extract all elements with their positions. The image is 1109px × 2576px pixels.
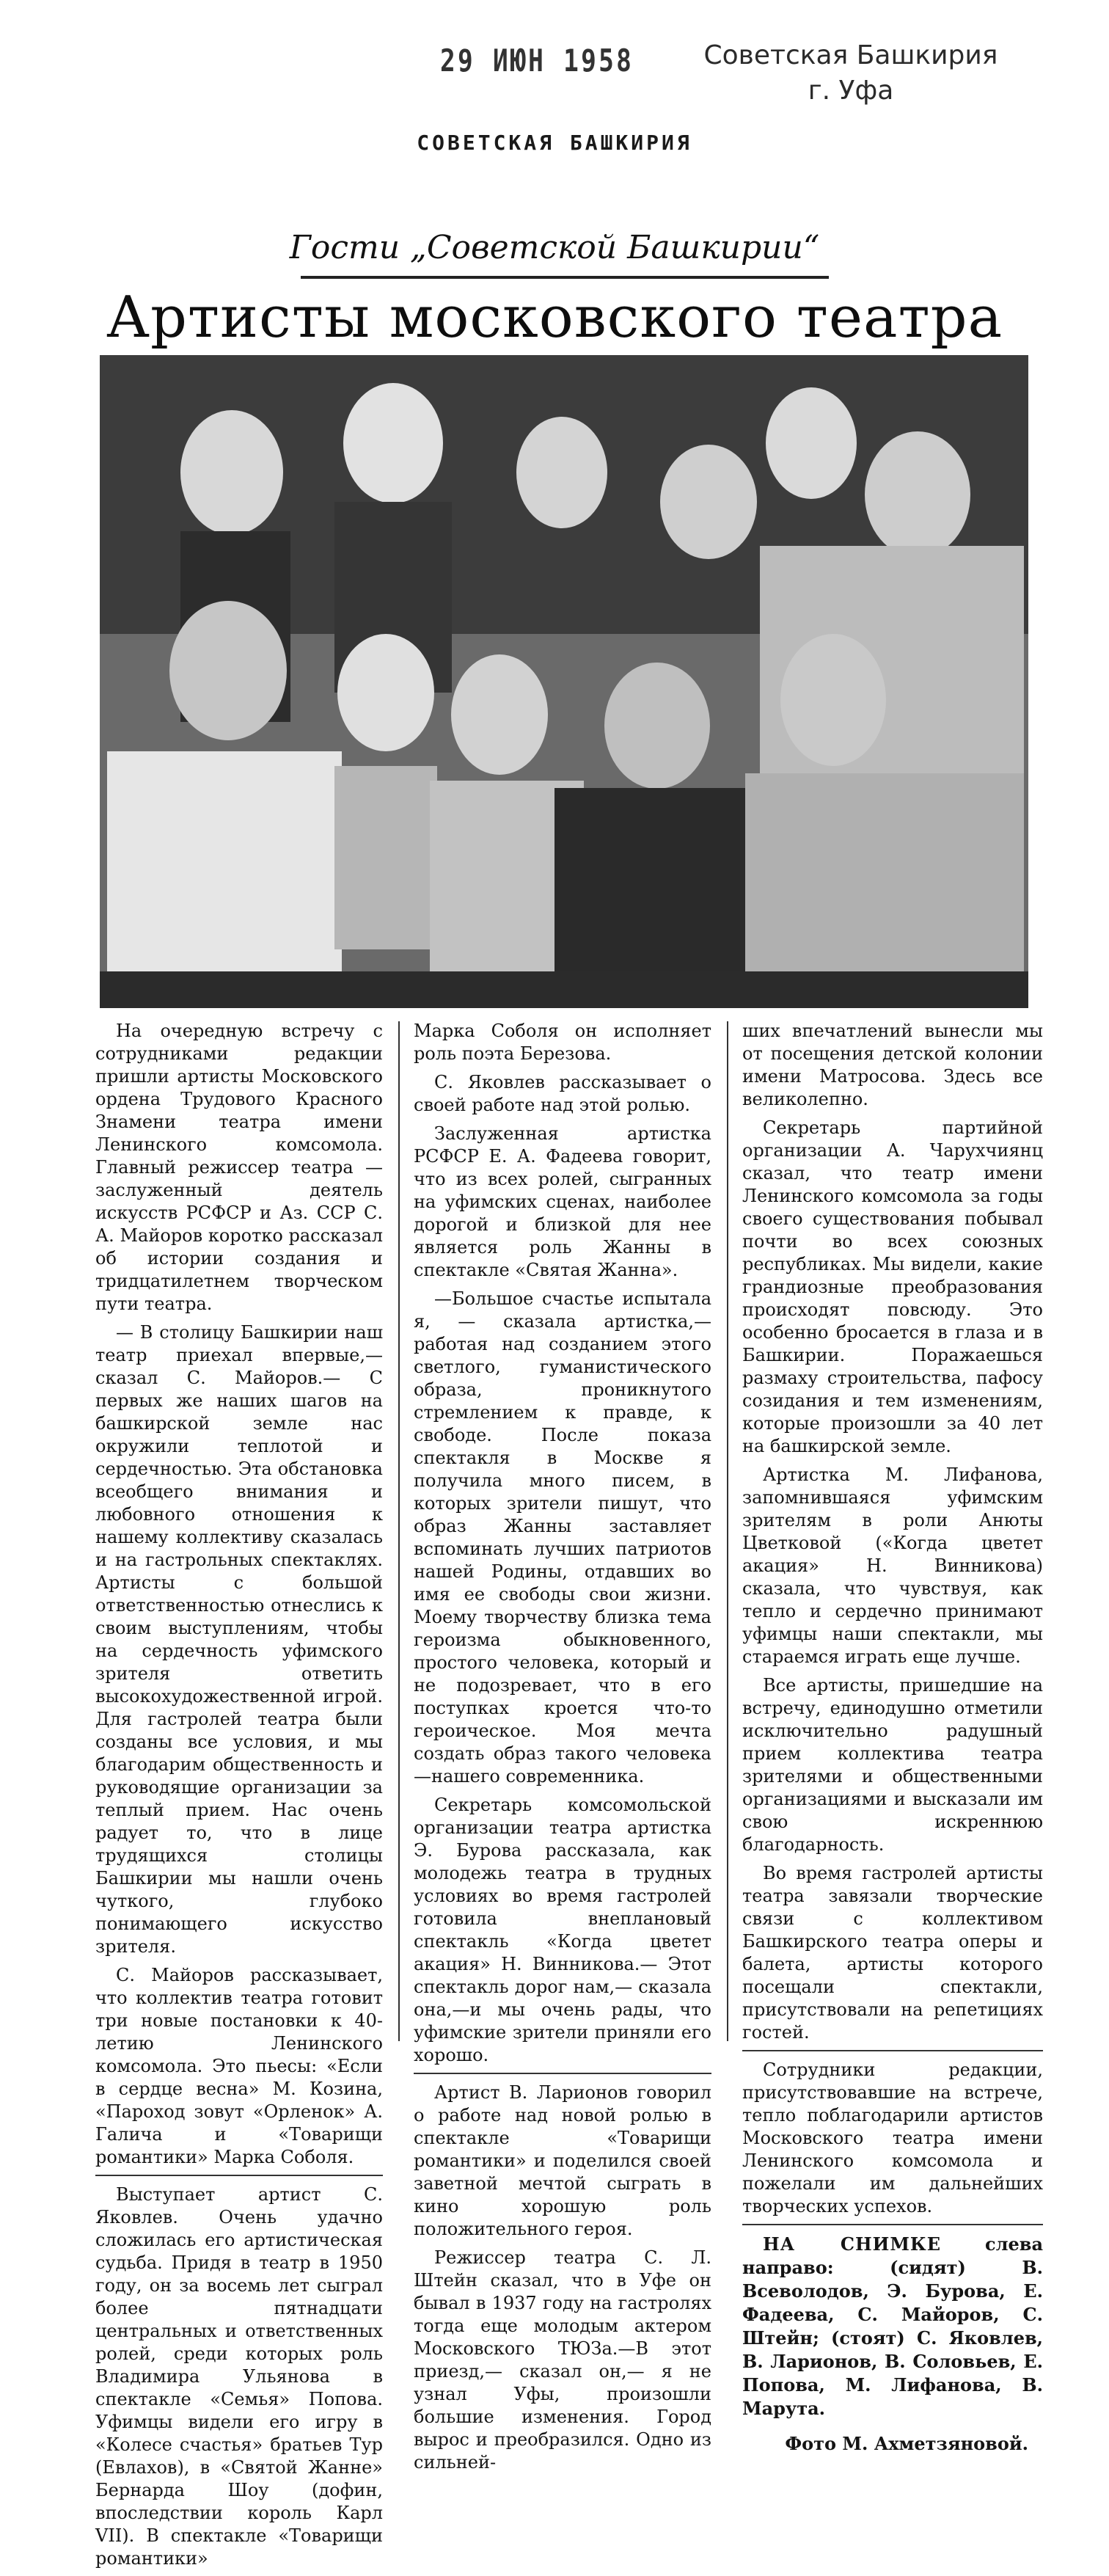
- column-divider-1: [398, 1021, 400, 2041]
- paragraph: Секретарь партийной организации А. Чарухчиянц сказал, что театр имени Ленинского комсомола за годы своего существования побывал почти во всех союзных республиках. Мы видели, какие грандиозные преобразования происходят повсюду. Это особенно бросается в глаза и в Башкирии. Поражаешься размаху строительства, пафосу созидания и тем изменениям, которые произошли за 40 лет на башкирской земле.: [742, 1117, 1043, 1456]
- paragraph: Во время гастролей артисты театра завязали творческие связи с коллективом Башкирского театра оперы и балета, артисты которого посещали спектакли, присутствовали на репетициях гостей.: [742, 1863, 1043, 2043]
- paragraph: Заслуженная артистка РСФСР Е. А. Фадеева говорит, что из всех ролей, сыгранных на уфимских сценах, наиболее дорогой и близкой для нее является роль Жанны в спектакле «Святая Жанна».: [414, 1123, 711, 1280]
- article-column-3: [742, 1020, 1043, 2455]
- paragraph: Марка Соболя он исполняет роль поэта Березова.: [414, 1021, 711, 1064]
- source-newspaper: Советская Башкирия: [703, 40, 998, 70]
- paragraph: — В столицу Башкирии наш театр приехал впервые,—сказал С. Майоров.— С первых же наших шагов на башкирской земле нас окружили теплотой и сердечностью. Эта обстановка всеобщего внимания и любовного отношения к нашему коллективу сказалась и на гастрольных спектаклях. Артисты с большой ответственностью отнеслись к своим выступлениям, чтобы на сердечность уфимского зрителя ответить высокохудожественной игрой. Для гастролей театра были созданы все условия, и мы благодарим общественность и руководящие организации за теплый прием. Нас очень радует то, что в лице трудящихся столицы Башкирии мы нашли очень чуткого, глубоко понимающего искусство зрителя.: [95, 1322, 383, 1957]
- archive-source-stamp: [697, 38, 1005, 109]
- paragraph: ших впечатлений вынесли мы от посещения детской колонии имени Матросова. Здесь все великолепно.: [742, 1021, 1043, 1109]
- paragraph: Артист В. Ларионов говорил о работе над новой ролью в спектакле «Товарищи романтики» и поделился своей заветной мечтой сыграть в кино хорошую роль положительного героя.: [414, 2082, 711, 2239]
- paragraph: С. Яковлев рассказывает о своей работе над этой ролью.: [414, 1072, 711, 1115]
- archive-date-stamp: 29 ИЮН 1958: [440, 43, 634, 79]
- newspaper-masthead: СОВЕТСКАЯ БАШКИРИЯ: [417, 131, 692, 155]
- paragraph: С. Майоров рассказывает, что коллектив театра готовит три новые постановки к 40-летию Ленинского комсомола. Это пьесы: «Если в сердце весна» М. Козина, «Пароход зовут «Орленок» А. Галича и «Товарищи романтики» Марка Соболя.: [95, 1965, 383, 2167]
- article-column-2: [414, 1020, 711, 2480]
- section-separator: [414, 2073, 711, 2074]
- paragraph: Все артисты, пришедшие на встречу, единодушно отметили исключительно радушный прием коллектива театра зрителями и общественными организациями и высказали им свою искреннюю благодарность.: [742, 1675, 1043, 1855]
- group-photo: [100, 355, 1028, 1008]
- paragraph: —Большое счастье испытала я, — сказала артистка,—работая над созданием этого светлого, гуманистического образа, проникнутого стремлением к правде, к свободе. После показа спектакля в Москве я получила много писем, в которых зрители пишут, что образ Жанны заставляет вспоминать лучших патриотов нашей Родины, отдавших во имя ее свободы свои жизни. Моему творчеству близка тема героизма обыкновенного, простого человека, который и не подозревает, что в его поступках кроется что-то героическое. Моя мечта создать образ такого человека—нашего современника.: [414, 1288, 711, 1787]
- caption-text: слева направо: (сидят) В. Всеволодов, Э. Бурова, Е. Фадеева, С. Майоров, С. Штейн; (стоят) С. Яковлев, В. Ларионов, В. Соловьев, Е. Попова, М. Лифанова, В. Марута.: [742, 2233, 1043, 2419]
- paragraph: Секретарь комсомольской организации театра артистка Э. Бурова рассказала, как молодежь театра в трудных условиях во время гастролей готовила внеплановый спектакль «Когда цветет акация» Н. Винникова.— Этот спектакль дорог нам,— сказала она,—и мы очень рады, что уфимские зрители приняли его хорошо.: [414, 1795, 711, 2065]
- column-divider-2: [727, 1021, 728, 2041]
- rubric-underline: [301, 276, 829, 279]
- section-separator: [95, 2175, 383, 2176]
- paragraph: Артистка М. Лифанова, запомнившаяся уфимским зрителям в роли Анюты Цветковой («Когда цветет акация» Н. Винникова) сказала, что чувствуя, как тепло и сердечно принимают уфимцы наши спектакли, мы стараемся играть еще лучше.: [742, 1464, 1043, 1667]
- photo-credit: Фото М. Ахметзяновой.: [785, 2433, 1028, 2454]
- paragraph: Режиссер театра С. Л. Штейн сказал, что в Уфе он бывал в 1937 году на гастролях тогда еще молодым актером Московского ТЮЗа.—В этот приезд,— сказал он,— я не узнал Уфы, произошли большие изменения. Город вырос и преобразился. Одно из сильней-: [414, 2247, 711, 2473]
- section-rubric: Гости „Советской Башкирии“: [289, 229, 820, 266]
- source-city: г. Уфа: [808, 76, 894, 106]
- section-separator: [742, 2050, 1043, 2051]
- photo-caption: [742, 2233, 1043, 2420]
- paragraph: На очередную встречу с сотрудниками редакции пришли артисты Московского ордена Трудового Красного Знамени театра имени Ленинского комсомола. Главный режиссер театра — заслуженный деятель искусств РСФСР и Аз. ССР С. А. Майоров коротко рассказал об истории создания и тридцатилетнем творческом пути театра.: [95, 1021, 383, 1314]
- paragraph: Сотрудники редакции, присутствовавшие на встрече, тепло поблагодарили артистов Московского театра имени Ленинского комсомола и пожелали им дальнейших творческих успехов.: [742, 2059, 1043, 2216]
- article-headline: Артисты московского театра: [106, 285, 1003, 351]
- article-column-1: [95, 1020, 383, 2576]
- caption-lead: НА СНИМКЕ: [763, 2233, 942, 2255]
- paragraph: Выступает артист С. Яковлев. Очень удачно сложилась его артистическая судьба. Придя в театр в 1950 году, он за восемь лет сыграл более пятнадцати центральных и ответственных ролей, среди которых роль Владимира Ульянова в спектакле «Семья» Попова. Уфимцы видели его игру в «Колесе счастья» братьев Тур (Евлахов), в «Святой Жанне» Бернарда Шоу (дофин, впоследствии король Карл VII). В спектакле «Товарищи романтики»: [95, 2184, 383, 2569]
- section-separator: [742, 2224, 1043, 2225]
